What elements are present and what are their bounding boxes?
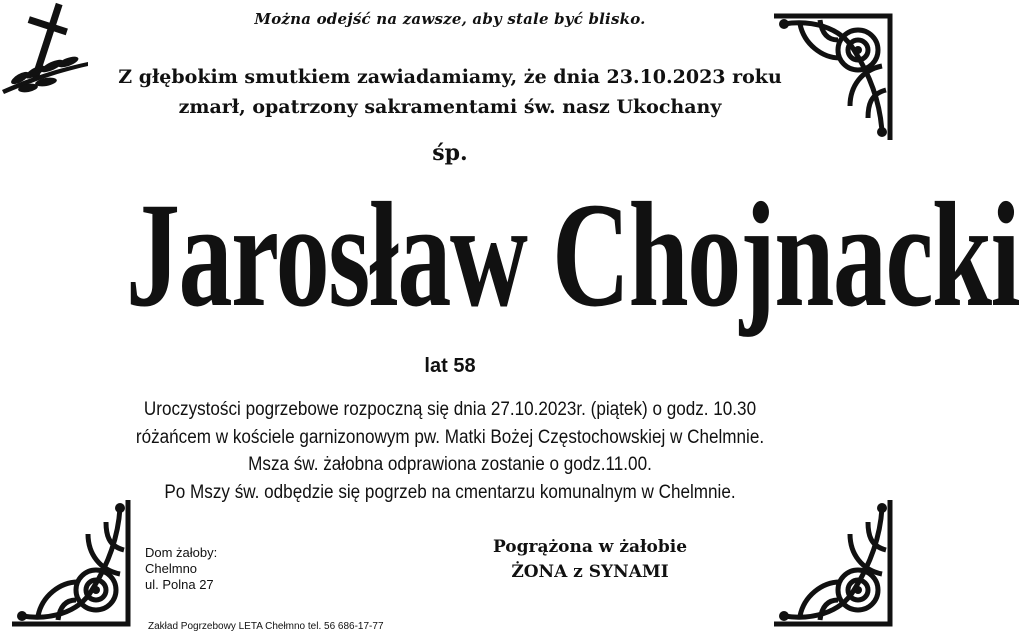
funeral-home [145, 545, 217, 593]
intro-line-2: zmarł, opatrzony sakramentami św. nasz Ukochany [178, 96, 722, 118]
funeral-home-street: ul. Polna 27 [145, 577, 214, 592]
motto: Można odejść na zawsze, aby stale być blisko. [254, 10, 646, 28]
mourners-line-1: Pogrążona w żałobie [492, 537, 688, 557]
corner-ornament-icon [8, 495, 138, 630]
funeral-home-label: Dom żałoby: [145, 545, 218, 560]
mourners [440, 535, 740, 585]
corner-ornament-icon [770, 495, 900, 630]
intro-line-1: Z głębokim smutkiem zawiadamiamy, że dnia 23.10.2023 roku [118, 66, 782, 88]
deceased-name: Jarosław Chojnacki [126, 172, 1019, 338]
ceremony-details [0, 396, 900, 506]
funeral-home-city: Chelmno [145, 561, 198, 576]
mourners-line-2: ŻONA z SYNAMI [511, 562, 669, 582]
ceremony-line-1: Uroczystości pogrzebowe rozpoczną się dnia 27.10.2023r. (piątek) o godz. 10.30 [143, 399, 757, 420]
name-prefix: śp. [432, 140, 468, 166]
footer-credit: Zakład Pogrzebowy LETA Chełmno tel. 56 686-17-77 [148, 621, 384, 632]
intro-text [0, 62, 900, 122]
ceremony-line-2: różańcem w kościele garnizonowym pw. Matki Bożej Częstochowskiej w Chelmnie. [135, 426, 765, 448]
age: lat 58 [424, 355, 476, 377]
ceremony-line-4: Po Mszy św. odbędzie się pogrzeb na cmentarzu komunalnym w Chelmnie. [164, 481, 736, 503]
ceremony-line-3: Msza św. żałobna odprawiona zostanie o godz.11.00. [248, 454, 652, 475]
